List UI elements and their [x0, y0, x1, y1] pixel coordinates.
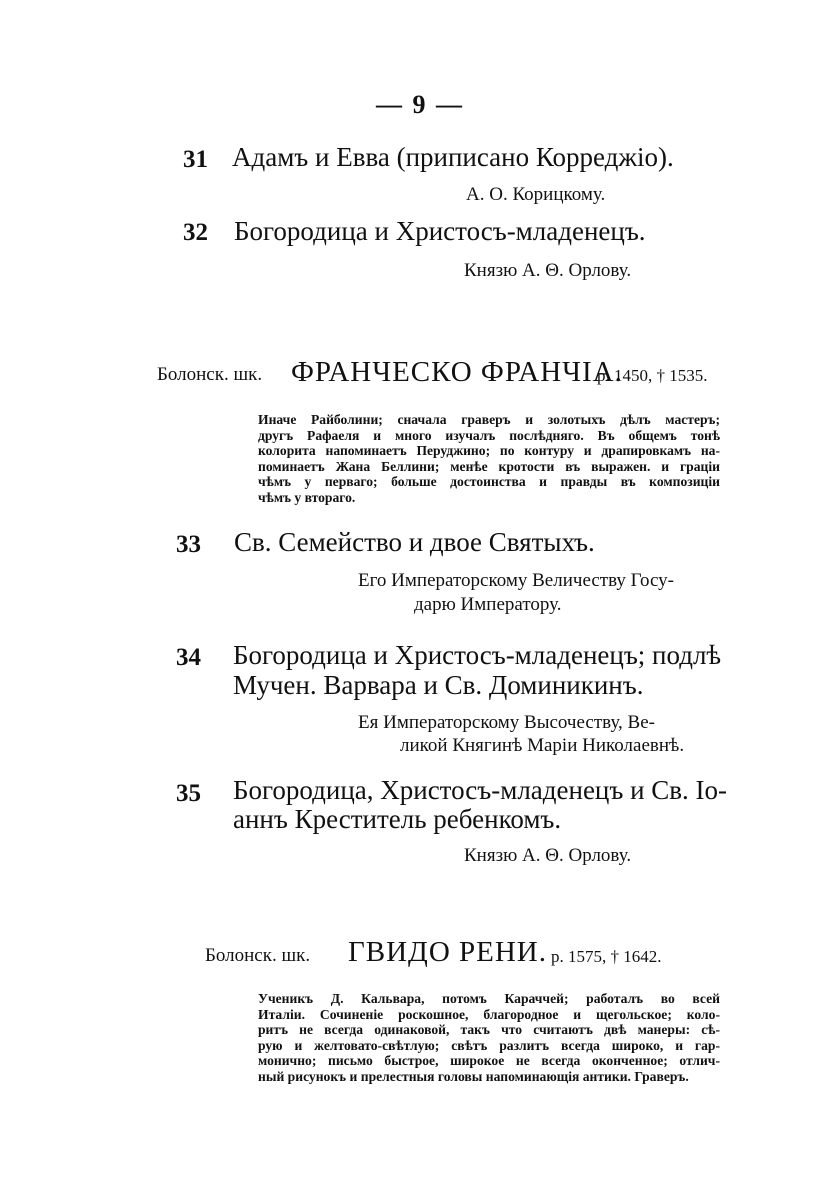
- catalog-number-31: 31: [183, 146, 208, 173]
- artist-dates-reni: р. 1575, † 1642.: [551, 947, 662, 966]
- owner-33-line-1: Его Императорскому Величеству Госу-: [358, 570, 674, 591]
- owner-35: Князю А. Θ. Орлову.: [464, 845, 632, 866]
- catalog-number-32: 32: [183, 219, 208, 246]
- painting-title-34-line-2: Мучен. Варвара и Св. Доминикинъ.: [233, 670, 644, 700]
- owner-34-line-2: ликой Княгинѣ Маріи Николаевнѣ.: [400, 735, 685, 756]
- owner-34-line-1: Ея Императорскому Высочеству, Ве-: [358, 712, 655, 733]
- bio-line: Италіи. Сочиненіе роскошное, благородное и щегольское; коло-: [258, 1006, 720, 1022]
- painting-title-35-line-2: аннъ Креститель ребенкомъ.: [233, 804, 562, 834]
- bio-line: Иначе Райболини; сначала граверъ и золотыхъ дѣлъ мастеръ;: [258, 412, 720, 427]
- catalog-number-34: 34: [176, 644, 201, 671]
- bio-line: чѣмъ у перваго; больше достоинства и правды въ композиціи: [258, 474, 720, 490]
- bio-line: ный рисунокъ и прелестныя головы напоминающія антики. Граверъ.: [258, 1068, 689, 1084]
- artist-biography-francia: [258, 412, 720, 506]
- catalog-number-35: 35: [176, 780, 201, 807]
- artist-name-francia: ФРАНЧЕСКО ФРАНЧІА.: [291, 356, 623, 388]
- painting-title-35-line-1: Богородица, Христосъ-младенецъ и Св. Іо-: [233, 775, 728, 805]
- artist-dates-francia: р. 1450, † 1535.: [597, 366, 708, 385]
- bio-line: чѣмъ у втораго.: [258, 489, 356, 505]
- bio-line: ритъ не всегда одинаковой, такъ что считаютъ двѣ манеры: сѣ-: [258, 1022, 720, 1038]
- owner-32: Князю А. Θ. Орлову.: [464, 260, 632, 281]
- painting-title-33: Св. Семейство и двое Святыхъ.: [234, 527, 595, 557]
- bio-line: рую и желтовато-свѣтлую; свѣтъ разлитъ всегда широко, и гар-: [258, 1037, 720, 1053]
- bio-line: Ученикъ Д. Кальвара, потомъ Караччей; работалъ во всей: [258, 991, 720, 1006]
- painting-title-34-line-1: Богородица и Христосъ-младенецъ; подлѣ: [233, 640, 722, 670]
- painting-title-31: Адамъ и Евва (приписано Корреджіо).: [232, 142, 674, 172]
- bio-line: другъ Рафаеля и много изучалъ послѣдняго. Въ общемъ тонѣ: [258, 427, 720, 443]
- artist-biography-reni: [258, 991, 720, 1085]
- painting-title-32: Богородица и Христосъ-младенецъ.: [234, 216, 646, 246]
- owner-33-line-2: дарю Императору.: [414, 594, 562, 615]
- bio-line: монично; письмо быстрое, широкое не всегда оконченное; отлич-: [258, 1053, 720, 1069]
- school-label-francia: Болонск. шк.: [157, 364, 263, 385]
- artist-name-reni: ГВИДО РЕНИ.: [348, 936, 548, 968]
- owner-31: А. О. Корицкому.: [466, 184, 606, 205]
- school-label-reni: Болонск. шк.: [205, 945, 311, 966]
- page-number: — 9 —: [376, 90, 464, 119]
- bio-line: поминаетъ Жана Беллини; менѣе кротости въ выражен. и граціи: [258, 458, 720, 474]
- bio-line: колорита напоминаетъ Перуджино; по контуру и драпировкамъ на-: [258, 443, 720, 459]
- catalog-number-33: 33: [176, 531, 201, 558]
